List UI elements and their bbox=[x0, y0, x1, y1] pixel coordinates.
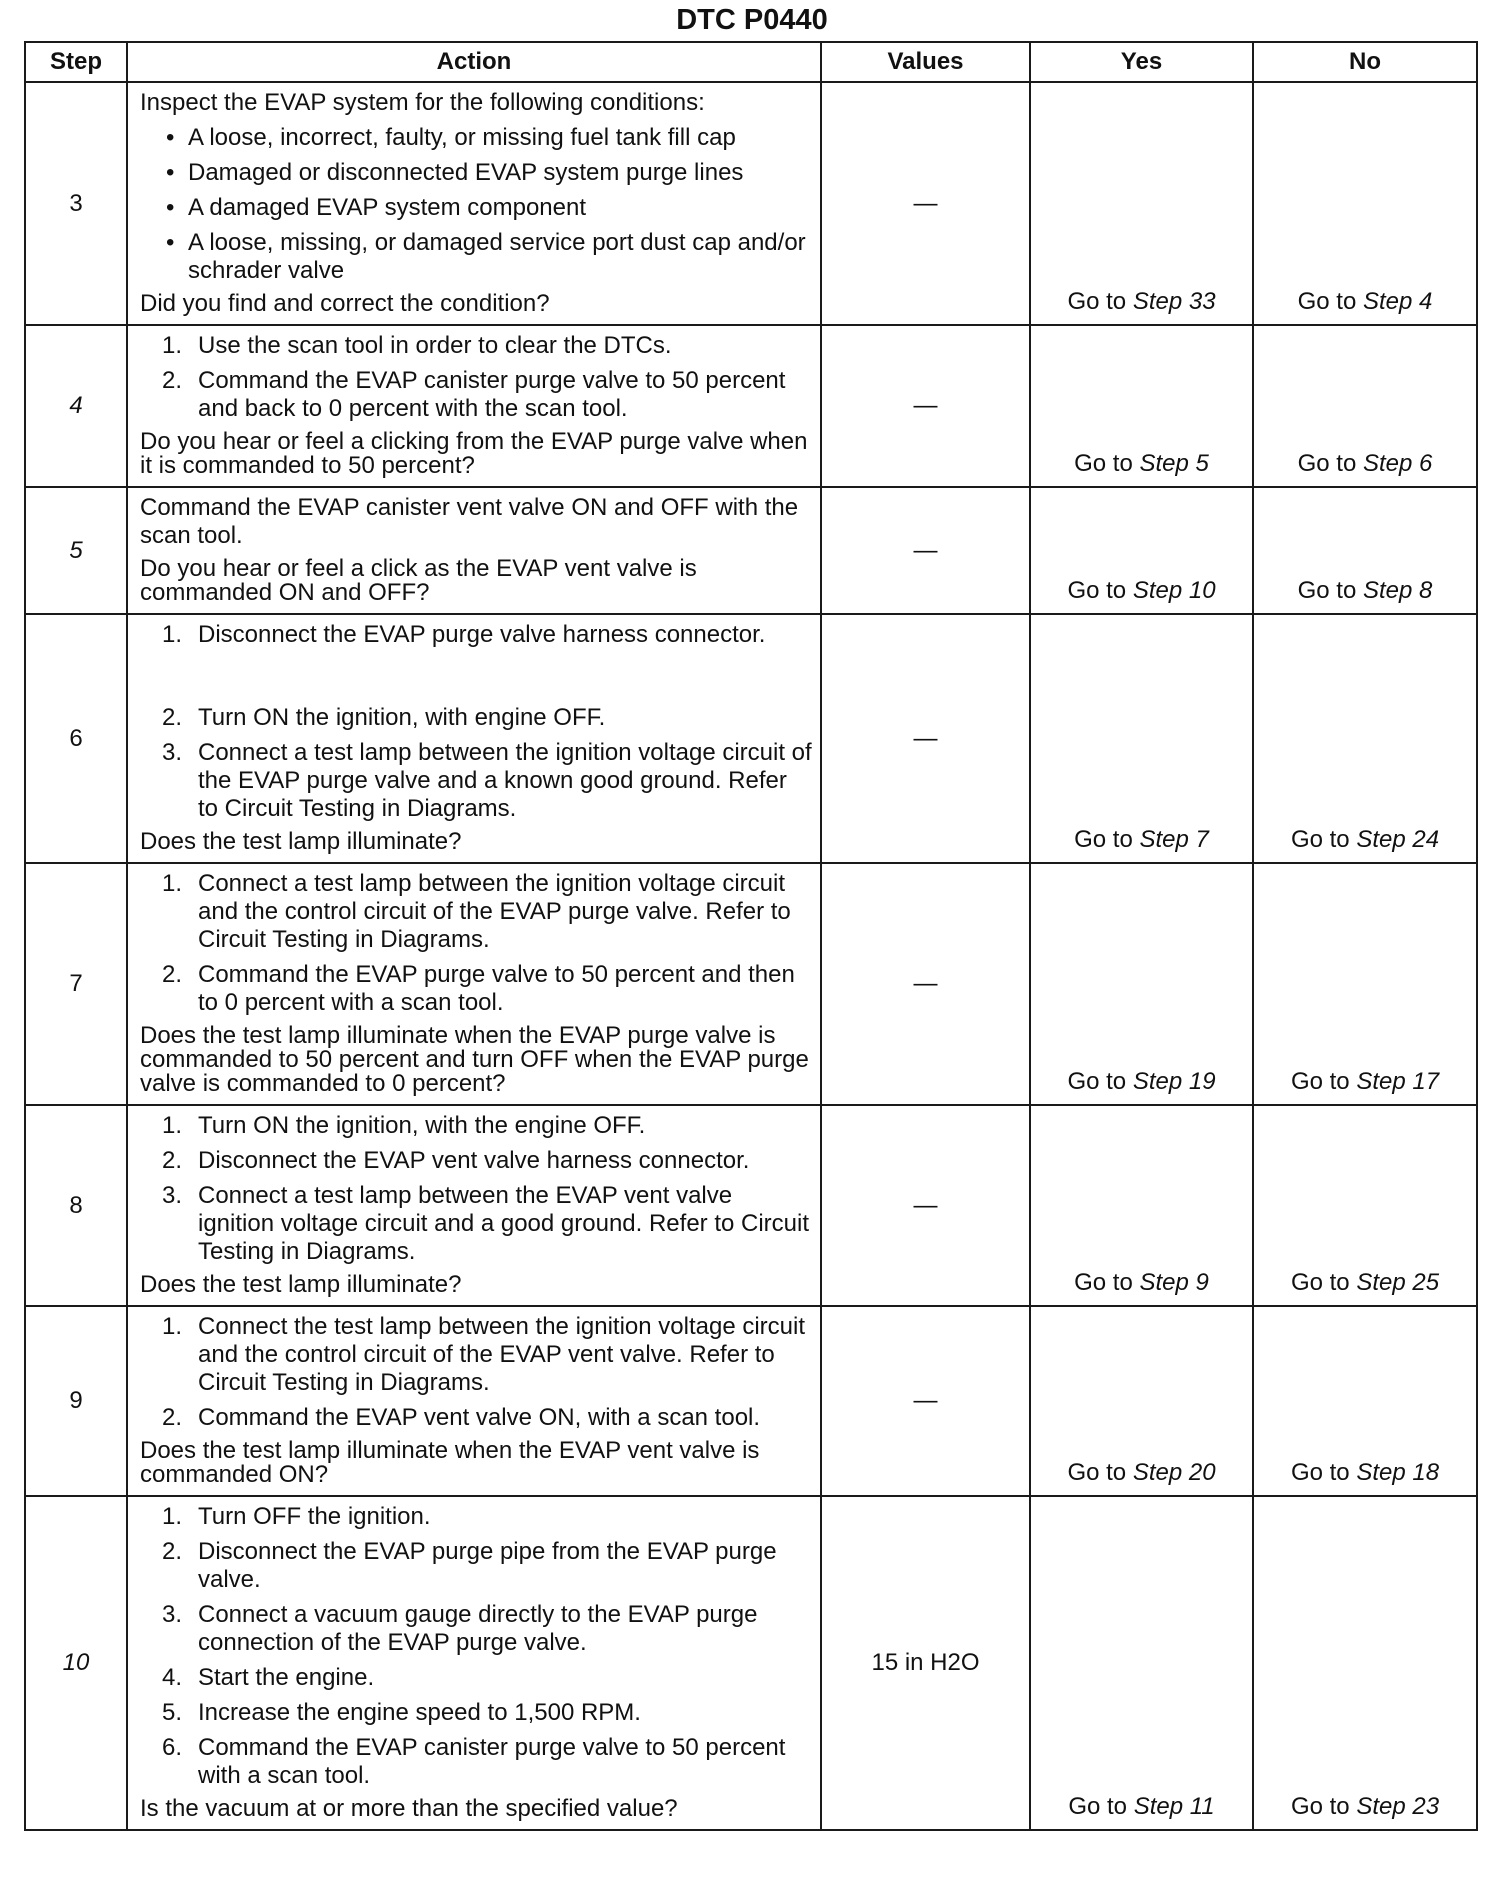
goto-prefix: Go to bbox=[1290, 826, 1350, 853]
numbered-item bbox=[162, 870, 812, 954]
goto-step-ref: Step 20 bbox=[1132, 1459, 1216, 1486]
action-cell bbox=[127, 325, 821, 487]
item-number: 2. bbox=[162, 704, 183, 731]
bullet-item bbox=[166, 194, 812, 222]
action-cell bbox=[127, 82, 821, 325]
goto-prefix: Go to bbox=[1068, 1793, 1128, 1820]
action-question: Do you hear or feel a clicking from the EVAP purge valve when it is commanded to 50 percent? bbox=[140, 428, 808, 479]
item-number: 1. bbox=[162, 1503, 183, 1530]
goto-step-ref: Step 23 bbox=[1356, 1793, 1440, 1820]
numbered-item bbox=[162, 1503, 812, 1531]
goto-no-cell bbox=[1253, 863, 1477, 1105]
item-number: 5. bbox=[162, 1699, 183, 1726]
goto-step-ref: Step 9 bbox=[1139, 1269, 1209, 1296]
goto-prefix: Go to bbox=[1067, 1459, 1127, 1486]
column-header-action: Action bbox=[127, 42, 821, 82]
item-number: 1. bbox=[162, 332, 183, 359]
numbered-item bbox=[162, 739, 812, 823]
item-text: Turn OFF the ignition. bbox=[198, 1503, 431, 1530]
bullet-text: A damaged EVAP system component bbox=[188, 194, 587, 221]
goto-no-cell bbox=[1253, 325, 1477, 487]
numbered-item bbox=[162, 1664, 812, 1692]
goto-step-ref: Step 8 bbox=[1362, 577, 1433, 604]
item-text: Connect a vacuum gauge directly to the EVAP purge connection of the EVAP purge valve. bbox=[198, 1601, 758, 1656]
item-text: Disconnect the EVAP vent valve harness connector. bbox=[198, 1147, 750, 1174]
goto-step-ref: Step 7 bbox=[1139, 826, 1209, 853]
column-header-step: Step bbox=[25, 42, 127, 82]
numbered-item bbox=[162, 1112, 812, 1140]
column-header-values: Values bbox=[821, 42, 1030, 82]
goto-yes-cell bbox=[1030, 82, 1253, 325]
action-cell bbox=[127, 1496, 821, 1830]
action-cell bbox=[127, 1306, 821, 1496]
step-number: 10 bbox=[25, 1496, 127, 1830]
numbered-item bbox=[162, 704, 812, 732]
table-row bbox=[25, 487, 1477, 614]
diagnostic-table bbox=[24, 41, 1478, 1831]
item-text: Disconnect the EVAP purge pipe from the EVAP purge valve. bbox=[198, 1538, 777, 1593]
goto-prefix: Go to bbox=[1067, 1068, 1127, 1095]
bullet-dot: • bbox=[166, 124, 175, 151]
goto-step-ref: Step 5 bbox=[1139, 450, 1209, 477]
goto-step-ref: Step 25 bbox=[1356, 1269, 1440, 1296]
item-text: Turn ON the ignition, with the engine OFF. bbox=[198, 1112, 646, 1139]
goto-no-cell bbox=[1253, 82, 1477, 325]
numbered-item bbox=[162, 1538, 812, 1594]
values-cell: — bbox=[821, 1105, 1030, 1306]
item-number: 3. bbox=[162, 739, 183, 766]
table-row bbox=[25, 614, 1477, 863]
step-number: 9 bbox=[25, 1306, 127, 1496]
bullet-item bbox=[166, 159, 812, 187]
bullet-text: A loose, incorrect, faulty, or missing fuel tank fill cap bbox=[188, 124, 736, 151]
action-intro: Inspect the EVAP system for the following conditions: bbox=[140, 89, 705, 116]
item-text: Command the EVAP purge valve to 50 percent and then to 0 percent with a scan tool. bbox=[198, 961, 795, 1016]
values-cell: — bbox=[821, 325, 1030, 487]
goto-no-cell bbox=[1253, 487, 1477, 614]
page-title: DTC P0440 bbox=[676, 4, 828, 36]
item-text: Use the scan tool in order to clear the DTCs. bbox=[198, 332, 672, 359]
bullet-dot: • bbox=[166, 194, 175, 221]
goto-prefix: Go to bbox=[1297, 450, 1357, 477]
values-cell: — bbox=[821, 614, 1030, 863]
goto-no-cell bbox=[1253, 1496, 1477, 1830]
action-question: Did you find and correct the condition? bbox=[140, 290, 550, 317]
numbered-item bbox=[162, 332, 812, 360]
numbered-item bbox=[162, 621, 812, 649]
goto-step-ref: Step 24 bbox=[1356, 826, 1440, 853]
numbered-item bbox=[162, 1404, 812, 1432]
item-number: 2. bbox=[162, 961, 183, 988]
item-text: Start the engine. bbox=[198, 1664, 375, 1691]
step-number: 5 bbox=[25, 487, 127, 614]
table-row bbox=[25, 325, 1477, 487]
table-row bbox=[25, 1306, 1477, 1496]
goto-prefix: Go to bbox=[1290, 1269, 1350, 1296]
step-number: 7 bbox=[25, 863, 127, 1105]
item-text: Disconnect the EVAP purge valve harness connector. bbox=[198, 621, 766, 648]
values-cell: 15 in H2O bbox=[821, 1496, 1030, 1830]
goto-yes-cell bbox=[1030, 614, 1253, 863]
goto-step-ref: Step 11 bbox=[1133, 1793, 1215, 1820]
step-number: 8 bbox=[25, 1105, 127, 1306]
values-cell: — bbox=[821, 1306, 1030, 1496]
action-question: Does the test lamp illuminate when the EVAP vent valve is commanded ON? bbox=[140, 1437, 760, 1488]
action-question: Does the test lamp illuminate? bbox=[140, 828, 462, 855]
item-number: 2. bbox=[162, 1404, 183, 1431]
numbered-item bbox=[162, 1147, 812, 1175]
goto-yes-cell bbox=[1030, 1105, 1253, 1306]
item-text: Command the EVAP vent valve ON, with a scan tool. bbox=[198, 1404, 761, 1431]
item-number: 2. bbox=[162, 1147, 183, 1174]
bullet-text: Damaged or disconnected EVAP system purge lines bbox=[188, 159, 744, 186]
action-intro: Command the EVAP canister vent valve ON and OFF with the scan tool. bbox=[140, 494, 799, 549]
action-cell bbox=[127, 487, 821, 614]
goto-prefix: Go to bbox=[1074, 826, 1133, 853]
numbered-item bbox=[162, 1601, 812, 1657]
goto-prefix: Go to bbox=[1290, 1793, 1350, 1820]
table-row bbox=[25, 1496, 1477, 1830]
goto-prefix: Go to bbox=[1067, 288, 1127, 315]
goto-step-ref: Step 17 bbox=[1356, 1068, 1440, 1095]
item-number: 2. bbox=[162, 1538, 183, 1565]
item-text: Increase the engine speed to 1,500 RPM. bbox=[198, 1699, 641, 1726]
step-number: 4 bbox=[25, 325, 127, 487]
item-number: 1. bbox=[162, 621, 183, 648]
table-header-row bbox=[25, 42, 1477, 82]
numbered-item bbox=[162, 1699, 812, 1727]
goto-prefix: Go to bbox=[1297, 288, 1357, 315]
table-row bbox=[25, 82, 1477, 325]
item-text: Connect a test lamp between the ignition voltage circuit and the control circuit of the EVAP purge valve. Refer to Circuit Testing in Diagrams. bbox=[198, 870, 791, 953]
goto-no-cell bbox=[1253, 1306, 1477, 1496]
goto-prefix: Go to bbox=[1074, 450, 1133, 477]
bullet-item bbox=[166, 229, 812, 285]
item-number: 1. bbox=[162, 1313, 183, 1340]
item-number: 3. bbox=[162, 1601, 183, 1628]
column-header-yes: Yes bbox=[1030, 42, 1253, 82]
spacer bbox=[140, 656, 812, 704]
item-number: 6. bbox=[162, 1734, 183, 1761]
numbered-item bbox=[162, 1734, 812, 1790]
numbered-item bbox=[162, 1182, 812, 1266]
action-question: Is the vacuum at or more than the specified value? bbox=[140, 1795, 678, 1822]
action-question: Do you hear or feel a click as the EVAP vent valve is commanded ON and OFF? bbox=[140, 555, 697, 606]
goto-prefix: Go to bbox=[1074, 1269, 1133, 1296]
item-text: Connect a test lamp between the EVAP vent valve ignition voltage circuit and a good ground. Refer to Circuit Testing in Diagrams. bbox=[198, 1182, 810, 1265]
column-header-no: No bbox=[1253, 42, 1477, 82]
bullet-dot: • bbox=[166, 159, 175, 186]
item-number: 1. bbox=[162, 870, 183, 897]
action-question: Does the test lamp illuminate? bbox=[140, 1271, 462, 1298]
item-number: 2. bbox=[162, 367, 183, 394]
values-cell: — bbox=[821, 863, 1030, 1105]
item-text: Command the EVAP canister purge valve to 50 percent with a scan tool. bbox=[198, 1734, 786, 1789]
table-row bbox=[25, 863, 1477, 1105]
goto-no-cell bbox=[1253, 1105, 1477, 1306]
bullet-dot: • bbox=[166, 229, 175, 256]
numbered-item bbox=[162, 961, 812, 1017]
numbered-item bbox=[162, 367, 812, 423]
goto-step-ref: Step 18 bbox=[1356, 1459, 1440, 1486]
action-cell bbox=[127, 863, 821, 1105]
bullet-text: A loose, missing, or damaged service port dust cap and/or schrader valve bbox=[188, 229, 806, 284]
goto-prefix: Go to bbox=[1297, 577, 1357, 604]
goto-yes-cell bbox=[1030, 325, 1253, 487]
goto-step-ref: Step 6 bbox=[1362, 450, 1433, 477]
goto-yes-cell bbox=[1030, 1496, 1253, 1830]
goto-yes-cell bbox=[1030, 487, 1253, 614]
goto-step-ref: Step 33 bbox=[1132, 288, 1216, 315]
table-row bbox=[25, 1105, 1477, 1306]
item-text: Connect the test lamp between the ignition voltage circuit and the control circuit of the EVAP vent valve. Refer to Circuit Testing in Diagrams. bbox=[198, 1313, 806, 1396]
action-question: Does the test lamp illuminate when the EVAP purge valve is commanded to 50 percent and turn OFF when the EVAP purge valve is commanded to 0 percent? bbox=[140, 1022, 809, 1097]
item-text: Connect a test lamp between the ignition voltage circuit of the EVAP purge valve and a known good ground. Refer to Circuit Testing in Diagrams. bbox=[198, 739, 812, 822]
goto-prefix: Go to bbox=[1290, 1068, 1350, 1095]
item-text: Turn ON the ignition, with engine OFF. bbox=[198, 704, 606, 731]
item-number: 4. bbox=[162, 1664, 183, 1691]
item-number: 1. bbox=[162, 1112, 183, 1139]
action-cell bbox=[127, 1105, 821, 1306]
item-text: Command the EVAP canister purge valve to 50 percent and back to 0 percent with the scan tool. bbox=[198, 367, 786, 422]
step-number: 6 bbox=[25, 614, 127, 863]
values-cell: — bbox=[821, 82, 1030, 325]
goto-step-ref: Step 10 bbox=[1132, 577, 1216, 604]
action-cell bbox=[127, 614, 821, 863]
goto-yes-cell bbox=[1030, 1306, 1253, 1496]
values-cell: — bbox=[821, 487, 1030, 614]
goto-step-ref: Step 19 bbox=[1132, 1068, 1216, 1095]
goto-prefix: Go to bbox=[1067, 577, 1127, 604]
step-number: 3 bbox=[25, 82, 127, 325]
bullet-item bbox=[166, 124, 812, 152]
goto-step-ref: Step 4 bbox=[1362, 288, 1433, 315]
numbered-item bbox=[162, 1313, 812, 1397]
goto-prefix: Go to bbox=[1290, 1459, 1350, 1486]
item-number: 3. bbox=[162, 1182, 183, 1209]
goto-yes-cell bbox=[1030, 863, 1253, 1105]
goto-no-cell bbox=[1253, 614, 1477, 863]
